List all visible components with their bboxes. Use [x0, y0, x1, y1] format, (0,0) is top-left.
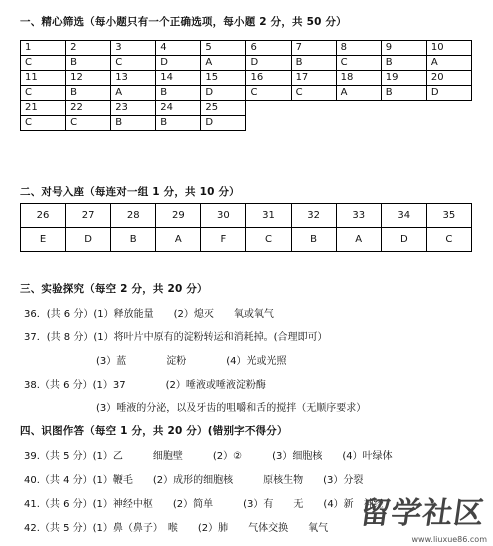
table-cell: B — [66, 56, 111, 71]
table-cell: C — [291, 86, 336, 101]
table-cell: D — [66, 228, 111, 252]
answer-table-matching — [20, 203, 472, 252]
table-cell: 18 — [336, 71, 381, 86]
table-cell: 32 — [291, 204, 336, 228]
answer-38-cont: (3）唾液的分泌，以及牙齿的咀嚼和舌的搅拌（无顺序要求） — [96, 403, 367, 414]
watermark-logo: 留学社区 — [358, 496, 487, 531]
table-cell: 28 — [111, 204, 156, 228]
answer-table-choice — [20, 40, 472, 131]
table-cell: C — [246, 228, 291, 252]
table-cell: 17 — [291, 71, 336, 86]
table-cell: A — [426, 56, 471, 71]
table-cell: C — [21, 116, 66, 131]
table-cell: D — [381, 228, 426, 252]
table-row — [21, 116, 472, 131]
table-cell: 16 — [246, 71, 291, 86]
table-row — [21, 56, 472, 71]
table-cell: B — [381, 56, 426, 71]
table-row — [21, 86, 472, 101]
table-cell: C — [66, 116, 111, 131]
table-row — [21, 204, 472, 228]
table-cell: 14 — [156, 71, 201, 86]
table-cell: E — [21, 228, 66, 252]
table-cell: 35 — [426, 204, 471, 228]
table-cell: 10 — [426, 41, 471, 56]
table-cell: D — [201, 86, 246, 101]
answer-38: 38.（共 6 分）(1）37 (2）唾液或唾液淀粉酶 — [24, 380, 266, 391]
table-cell: A — [201, 56, 246, 71]
table-cell: 5 — [201, 41, 246, 56]
table-cell: A — [111, 86, 156, 101]
table-cell — [426, 116, 471, 131]
table-cell: C — [426, 228, 471, 252]
table-cell — [381, 116, 426, 131]
table-cell: 33 — [336, 204, 381, 228]
table-cell: B — [156, 86, 201, 101]
answer-36: 36．(共 6 分）(1）释放能量 (2）熄灭 氧或氧气 — [24, 309, 274, 320]
section3-title: 三、实验探究（每空 2 分，共 20 分） — [20, 283, 208, 295]
table-cell: 6 — [246, 41, 291, 56]
table-cell: 2 — [66, 41, 111, 56]
table-cell — [291, 116, 336, 131]
table-cell — [336, 101, 381, 116]
table-cell: 31 — [246, 204, 291, 228]
section1-title: 一、精心筛选（每小题只有一个正确选项，每小题 2 分，共 50 分） — [20, 16, 347, 28]
table-cell: 1 — [21, 41, 66, 56]
table-cell: C — [21, 86, 66, 101]
table-cell: C — [246, 86, 291, 101]
table-cell: 26 — [21, 204, 66, 228]
table-cell: 11 — [21, 71, 66, 86]
table-cell: 23 — [111, 101, 156, 116]
answer-37: 37．(共 8 分）(1）将叶片中原有的淀粉转运和消耗掉。(合理即可） — [24, 332, 328, 343]
table-cell — [291, 101, 336, 116]
table-cell: D — [246, 56, 291, 71]
table-cell: 4 — [156, 41, 201, 56]
table-cell: F — [201, 228, 246, 252]
table-cell: 13 — [111, 71, 156, 86]
table-cell: B — [111, 228, 156, 252]
table-cell: 3 — [111, 41, 156, 56]
table-cell: A — [156, 228, 201, 252]
answer-37-cont: (3）蓝 淀粉 (4）光或光照 — [96, 356, 287, 367]
table-cell: 8 — [336, 41, 381, 56]
table-cell: D — [426, 86, 471, 101]
table-row — [21, 101, 472, 116]
table-row — [21, 41, 472, 56]
table-cell: B — [291, 228, 336, 252]
table-row — [21, 228, 472, 252]
section2-title: 二、对号入座（每连对一组 1 分，共 10 分） — [20, 186, 240, 198]
table-cell: D — [201, 116, 246, 131]
table-cell: D — [156, 56, 201, 71]
table-cell — [336, 116, 381, 131]
table-cell: 12 — [66, 71, 111, 86]
table-cell: 15 — [201, 71, 246, 86]
table-cell: C — [336, 56, 381, 71]
table-cell: 29 — [156, 204, 201, 228]
table-cell: B — [291, 56, 336, 71]
answer-39: 39.（共 5 分）(1）乙 细胞壁 (2）② (3）细胞核 (4）叶绿体 — [24, 451, 393, 462]
watermark-url: www.liuxue86.com — [411, 535, 487, 544]
table-cell: C — [21, 56, 66, 71]
answer-42: 42.（共 5 分）(1）鼻（鼻子） 喉 (2）肺 气体交换 氧气 — [24, 523, 329, 534]
table-cell: B — [111, 116, 156, 131]
table-row — [21, 71, 472, 86]
table-cell — [246, 116, 291, 131]
answer-41: 41.（共 6 分）(1）神经中枢 (2）简单 (3）有 无 (4）新 神经 — [24, 499, 384, 510]
table-cell: 30 — [201, 204, 246, 228]
table-cell: 20 — [426, 71, 471, 86]
table-cell: 34 — [381, 204, 426, 228]
table-cell: B — [66, 86, 111, 101]
table-cell — [381, 101, 426, 116]
table-cell: A — [336, 86, 381, 101]
table-cell — [246, 101, 291, 116]
table-cell: A — [336, 228, 381, 252]
table-cell: 25 — [201, 101, 246, 116]
table-cell: 9 — [381, 41, 426, 56]
table-cell: C — [111, 56, 156, 71]
table-cell: 27 — [66, 204, 111, 228]
table-cell: 21 — [21, 101, 66, 116]
section4-title: 四、识图作答（每空 1 分，共 20 分）(错别字不得分） — [20, 425, 288, 437]
table-cell: 24 — [156, 101, 201, 116]
table-cell: 7 — [291, 41, 336, 56]
table-cell: B — [381, 86, 426, 101]
table-cell: 19 — [381, 71, 426, 86]
table-cell — [426, 101, 471, 116]
table-cell: B — [156, 116, 201, 131]
answer-40: 40.（共 4 分）(1）鞭毛 (2）成形的细胞核 原核生物 (3）分裂 — [24, 475, 364, 486]
table-cell: 22 — [66, 101, 111, 116]
